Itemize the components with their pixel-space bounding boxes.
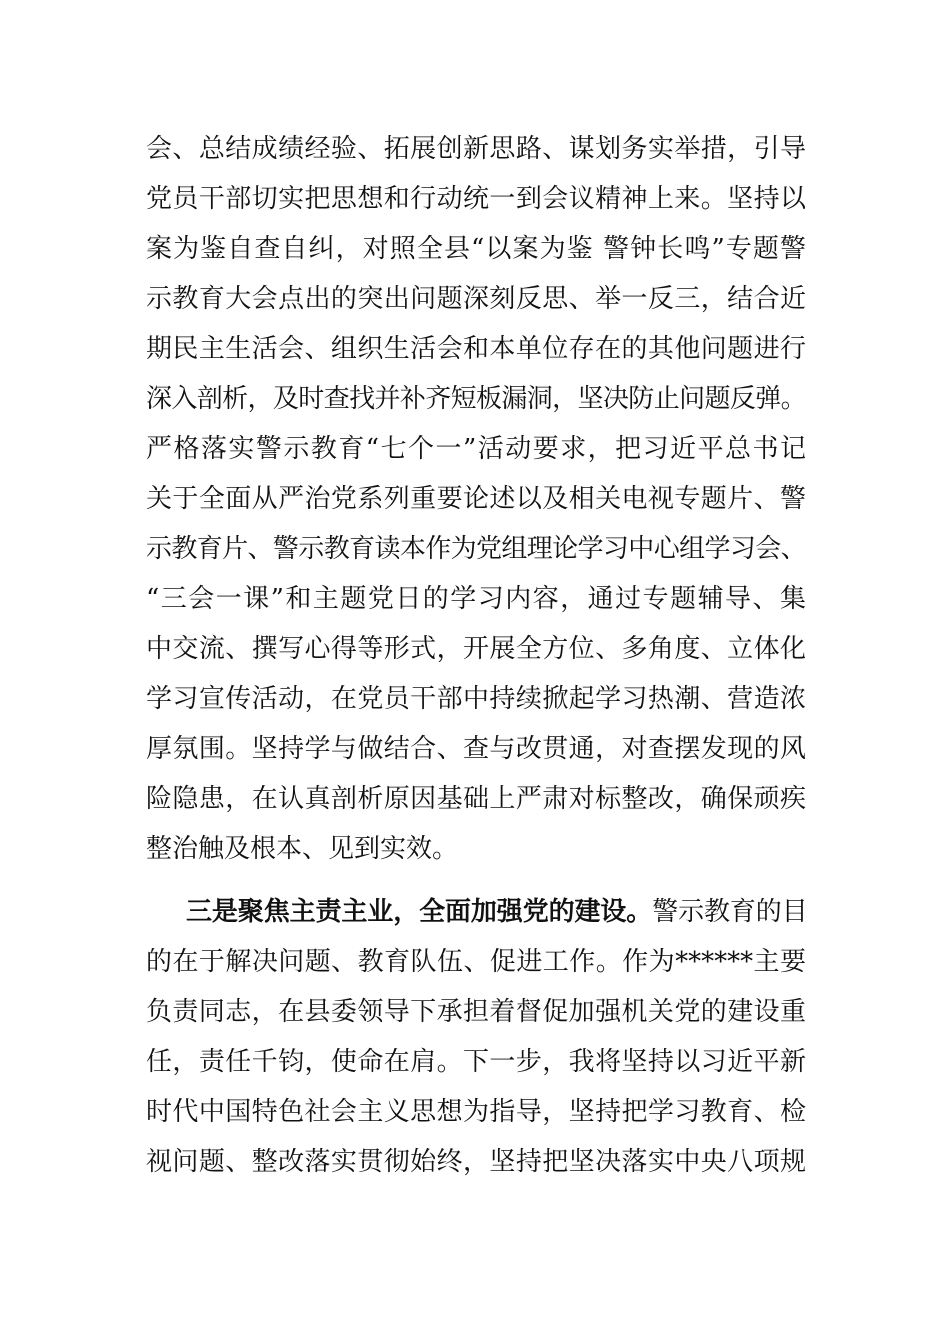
text-line: 学习宣传活动，在党员干部中持续掀起学习热潮、营造浓 (146, 684, 806, 714)
section-three-first-line-rest: 警示教育的目 (652, 897, 808, 927)
text-line: 严格落实警示教育“七个一”活动要求，把习近平总书记 (146, 434, 806, 464)
text-line: 期民主生活会、组织生活会和本单位存在的其他问题进行 (146, 334, 806, 364)
text-line: 关于全面从严治党系列重要论述以及相关电视专题片、警 (146, 484, 806, 514)
text-line: 的在于解决问题、教育队伍、促进工作。作为******主要 (146, 947, 806, 977)
text-line: “三会一课”和主题党日的学习内容，通过专题辅导、集 (146, 584, 806, 614)
text-line: 时代中国特色社会主义思想为指导，坚持把学习教育、检 (146, 1097, 806, 1127)
section-three-first-line (146, 887, 806, 937)
paragraph-section-three (146, 887, 806, 1187)
text-line: 险隐患，在认真剖析原因基础上严肃对标整改，确保顽疾 (146, 784, 806, 814)
text-line: 厚氛围。坚持学与做结合、查与改贯通，对查摆发现的风 (146, 734, 806, 764)
text-line: 中交流、撰写心得等形式，开展全方位、多角度、立体化 (146, 634, 806, 664)
section-three-heading: 三是聚焦主责主业，全面加强党的建设。 (186, 897, 653, 927)
text-line: 深入剖析，及时查找并补齐短板漏洞，坚决防止问题反弹。 (146, 384, 807, 414)
text-line: 任，责任千钧，使命在肩。下一步，我将坚持以习近平新 (146, 1047, 806, 1077)
text-line: 会、总结成绩经验、拓展创新思路、谋划务实举措，引导 (146, 134, 806, 164)
text-line: 案为鉴自查自纠，对照全县“以案为鉴 警钟长鸣”专题警 (146, 234, 806, 264)
document-body (146, 124, 806, 1187)
text-line: 视问题、整改落实贯彻始终，坚持把坚决落实中央八项规 (146, 1147, 806, 1177)
text-line: 示教育片、警示教育读本作为党组理论学习中心组学习会、 (146, 534, 807, 564)
text-line: 党员干部切实把思想和行动统一到会议精神上来。坚持以 (146, 184, 806, 214)
text-line: 负责同志，在县委领导下承担着督促加强机关党的建设重 (146, 997, 806, 1027)
paragraph-gap (146, 874, 806, 887)
text-line: 整治触及根本、见到实效。 (146, 834, 459, 864)
text-line: 示教育大会点出的突出问题深刻反思、举一反三，结合近 (146, 284, 806, 314)
paragraph-continued (146, 124, 806, 874)
